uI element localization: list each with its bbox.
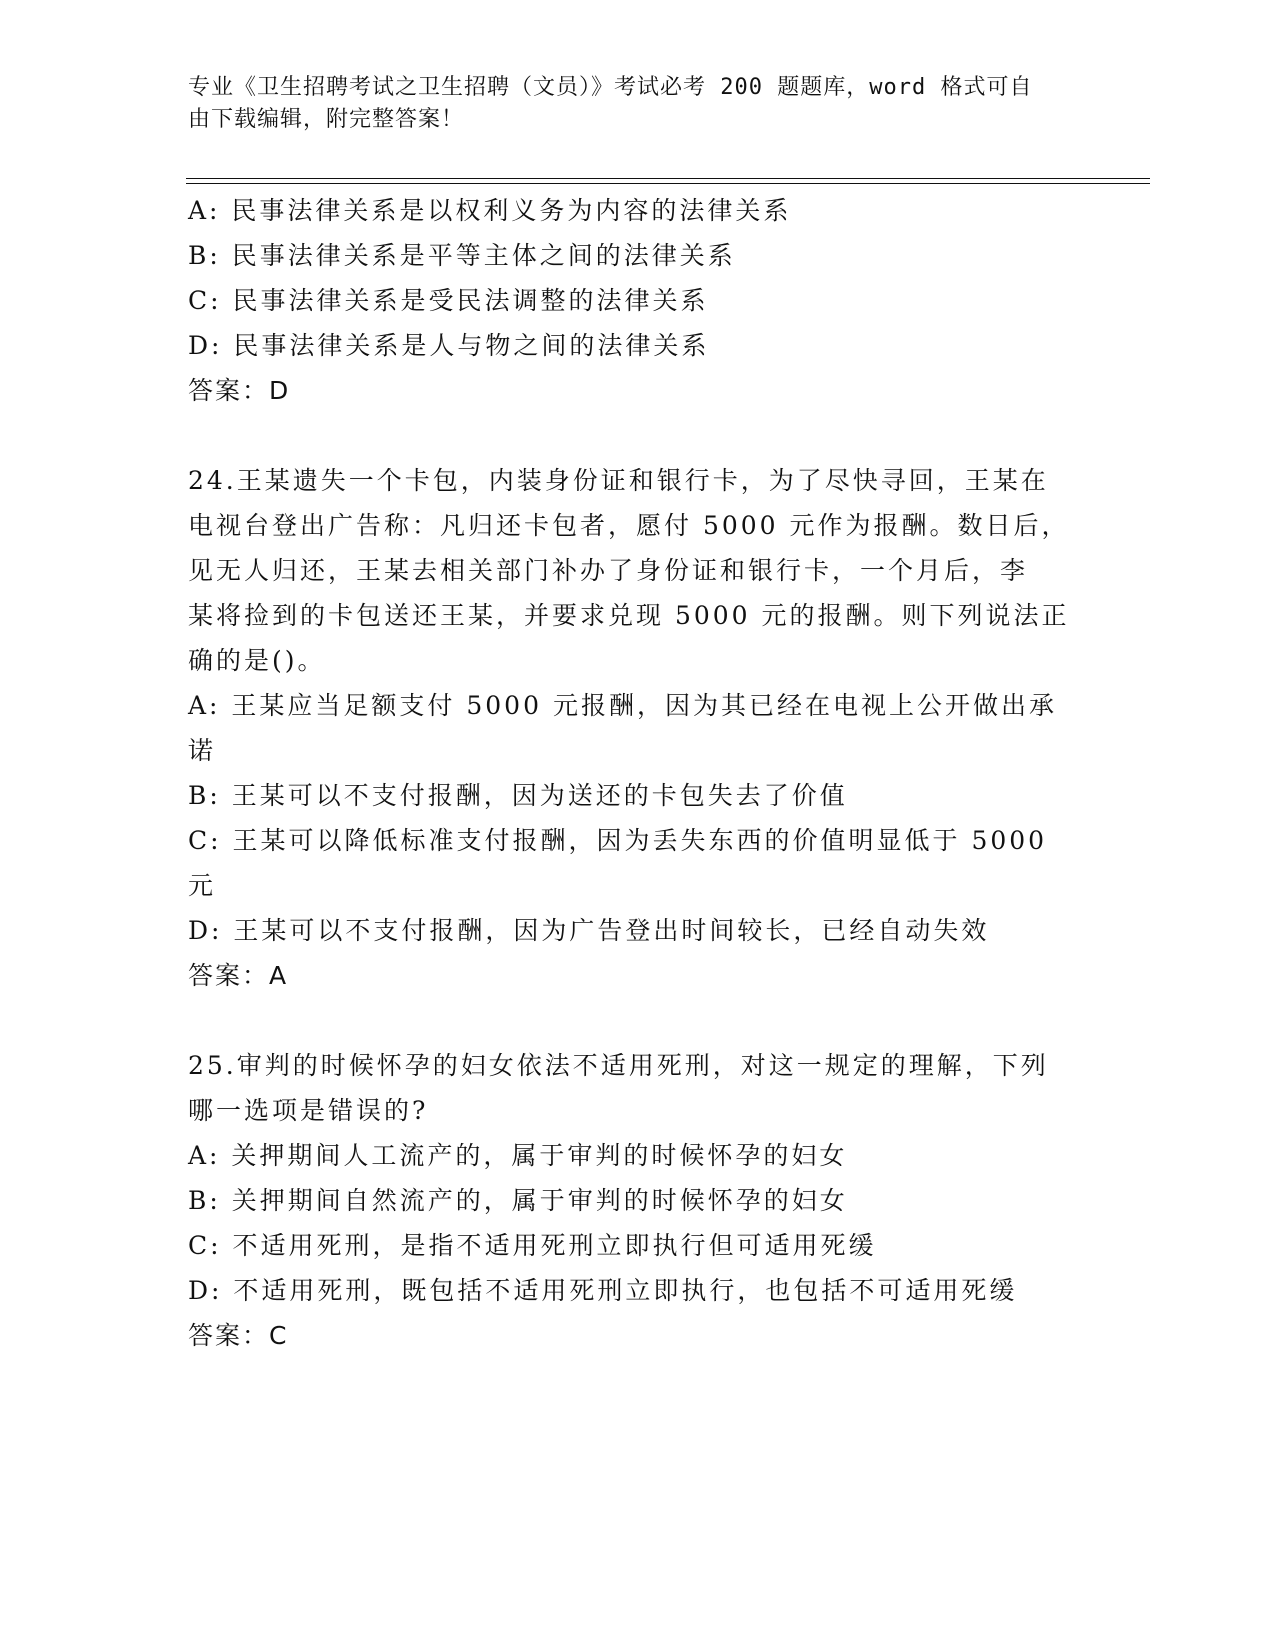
header-line-2: 由下载编辑，附完整答案！ — [188, 107, 465, 132]
answer-label: 答案：A — [188, 961, 289, 990]
spacer — [188, 998, 1088, 1043]
question-stem-line: 哪一选项是错误的? — [188, 1096, 429, 1125]
option-d: D: 民事法律关系是人与物之间的法律关系 — [188, 331, 710, 360]
question-stem-line: 确的是()。 — [188, 646, 326, 675]
option-c-continued: 元 — [188, 871, 217, 900]
option-b: B: 民事法律关系是平等主体之间的法律关系 — [188, 241, 736, 270]
question-25 — [188, 1043, 1088, 1358]
option-b: B: 关押期间自然流产的，属于审判的时候怀孕的妇女 — [188, 1186, 848, 1215]
option-c: C: 不适用死刑，是指不适用死刑立即执行但可适用死缓 — [188, 1231, 877, 1260]
option-a-continued: 诺 — [188, 736, 217, 765]
answer-label: 答案：C — [188, 1321, 289, 1350]
option-a: A: 关押期间人工流产的，属于审判的时候怀孕的妇女 — [188, 1141, 848, 1170]
question-stem-line: 25.审判的时候怀孕的妇女依法不适用死刑，对这一规定的理解，下列 — [188, 1051, 1049, 1080]
header-line-1: 专业《卫生招聘考试之卫生招聘（文员）》考试必考 200 题题库，word 格式可自 — [188, 75, 1033, 100]
option-c: C: 王某可以降低标准支付报酬，因为丢失东西的价值明显低于 5000 — [188, 826, 1048, 855]
header-rule-top — [186, 178, 1150, 179]
question-stem-line: 24.王某遗失一个卡包，内装身份证和银行卡，为了尽快寻回，王某在 — [188, 466, 1049, 495]
spacer — [188, 413, 1088, 458]
option-b: B: 王某可以不支付报酬，因为送还的卡包失去了价值 — [188, 781, 848, 810]
document-body — [188, 188, 1088, 1358]
question-23 — [188, 188, 1088, 413]
option-a: A: 民事法律关系是以权利义务为内容的法律关系 — [188, 196, 792, 225]
question-stem-line: 见无人归还，王某去相关部门补办了身份证和银行卡，一个月后，李 — [188, 556, 1029, 585]
question-stem-line: 某将捡到的卡包送还王某，并要求兑现 5000 元的报酬。则下列说法正 — [188, 601, 1070, 630]
option-c: C: 民事法律关系是受民法调整的法律关系 — [188, 286, 709, 315]
answer-label: 答案：D — [188, 376, 291, 405]
document-header — [188, 72, 1068, 136]
question-24 — [188, 458, 1088, 998]
option-d: D: 不适用死刑，既包括不适用死刑立即执行，也包括不可适用死缓 — [188, 1276, 1018, 1305]
option-d: D: 王某可以不支付报酬，因为广告登出时间较长，已经自动失效 — [188, 916, 990, 945]
header-rule-bottom — [186, 183, 1150, 184]
option-a: A: 王某应当足额支付 5000 元报酬，因为其已经在电视上公开做出承 — [188, 691, 1057, 720]
question-stem-line: 电视台登出广告称：凡归还卡包者，愿付 5000 元作为报酬。数日后， — [188, 511, 1070, 540]
